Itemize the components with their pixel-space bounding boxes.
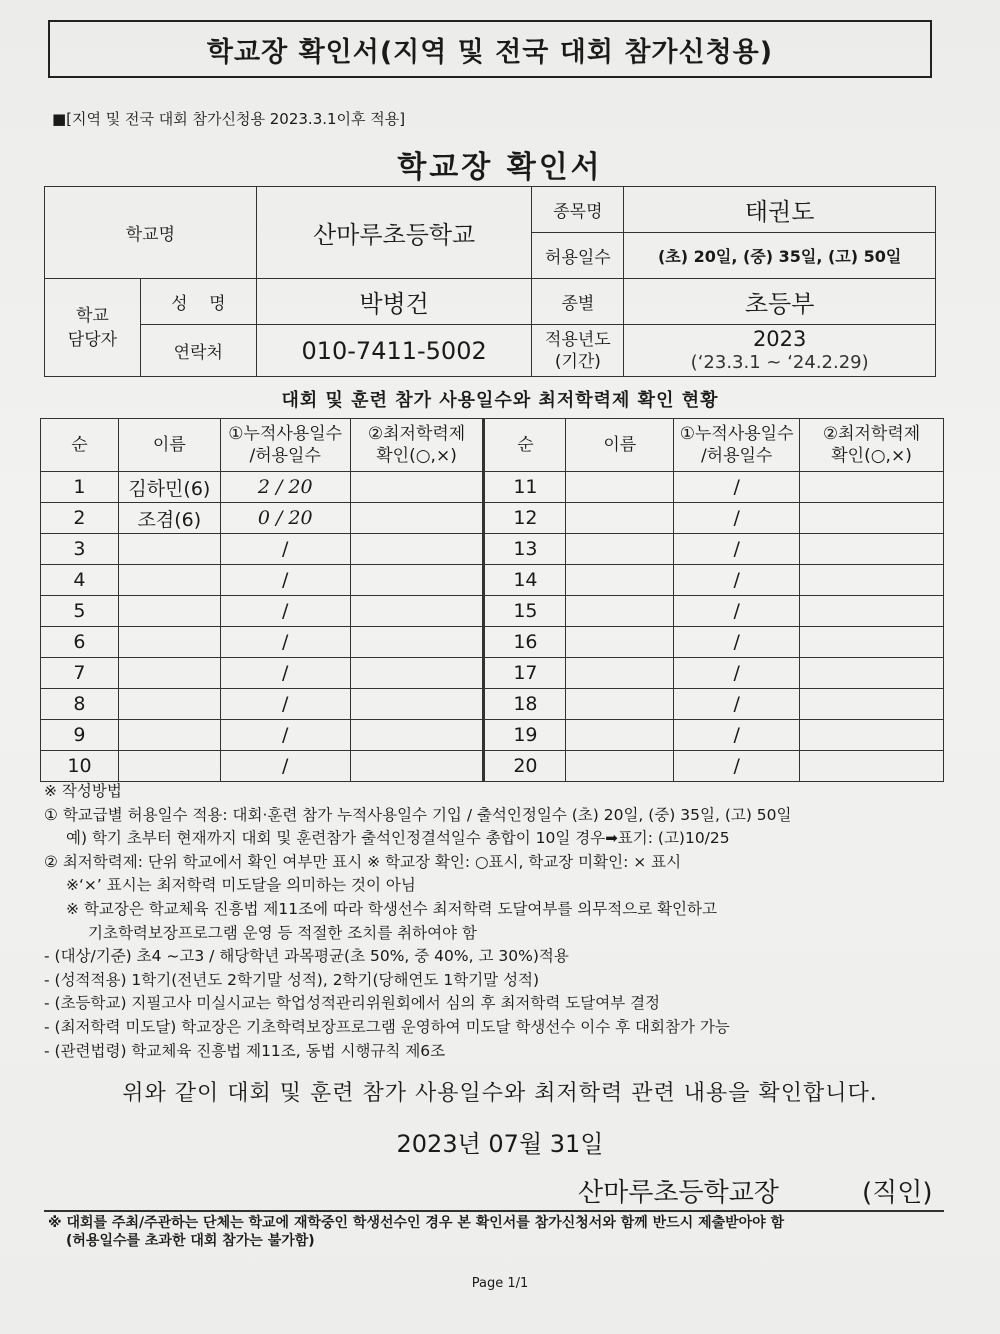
header-name: 이름 xyxy=(566,419,674,472)
row-no: 20 xyxy=(484,751,566,782)
school-info-table xyxy=(44,186,936,377)
row-usage: / xyxy=(220,627,350,658)
row-no: 17 xyxy=(484,658,566,689)
row-no: 10 xyxy=(41,751,119,782)
footnote-line: (허용일수를 초과한 대회 참가는 불가함) xyxy=(66,1233,315,1249)
row-no: 6 xyxy=(41,627,119,658)
sport-label: 종목명 xyxy=(532,187,624,233)
row-no: 1 xyxy=(41,472,119,503)
row-name xyxy=(118,534,220,565)
row-no: 3 xyxy=(41,534,119,565)
applicability-notice: ■[지역 및 전국 대회 참가신청용 2023.3.1이후 적용] xyxy=(52,110,406,128)
row-name xyxy=(118,596,220,627)
header-usage: ①누적사용일수 /허용일수 xyxy=(220,419,350,472)
allowed-days-label: 허용일수 xyxy=(532,233,624,279)
row-name xyxy=(566,503,674,534)
row-name xyxy=(118,720,220,751)
instruction-line: - (초등학교) 지필고사 미실시교는 학업성적관리위원회에서 심의 후 최저학력 도달여부 결정 xyxy=(44,994,661,1013)
row-name xyxy=(566,720,674,751)
row-usage: / xyxy=(220,751,350,782)
row-academic-check xyxy=(800,689,944,720)
row-academic-check xyxy=(350,565,484,596)
row-usage: / xyxy=(674,596,800,627)
row-no: 8 xyxy=(41,689,119,720)
applied-period-value: (‘23.3.1 ~ ‘24.2.29) xyxy=(690,351,869,373)
row-name xyxy=(118,689,220,720)
row-academic-check xyxy=(800,627,944,658)
official-seal-label: (직인) xyxy=(862,1178,933,1208)
applied-year-value: 2023 xyxy=(752,326,807,351)
principal-signature-line: 산마루초등학교장 xyxy=(578,1178,779,1208)
row-no: 15 xyxy=(484,596,566,627)
row-academic-check xyxy=(800,720,944,751)
instruction-line: ① 학교급별 허용일수 적용: 대회·훈련 참가 누적사용일수 기입 / 출석인정일수 (초) 20일, (중) 35일, (고) 50일 xyxy=(44,805,792,824)
table-row xyxy=(41,534,944,565)
school-manager-label: 학교 담당자 xyxy=(45,279,141,377)
instruction-line: - (성적적용) 1학기(전년도 2학기말 성적), 2학기(당해연도 1학기말 성적) xyxy=(44,970,540,989)
table-row xyxy=(41,751,944,782)
school-name-label: 학교명 xyxy=(45,187,257,279)
row-academic-check xyxy=(800,751,944,782)
row-usage: / xyxy=(220,534,350,565)
row-name: 김하민(6) xyxy=(118,472,220,503)
row-usage: / xyxy=(674,751,800,782)
header-academic: ②최저학력제 확인(○,×) xyxy=(350,419,484,472)
row-name xyxy=(566,565,674,596)
row-academic-check xyxy=(350,658,484,689)
row-no: 4 xyxy=(41,565,119,596)
row-name xyxy=(566,627,674,658)
row-no: 7 xyxy=(41,658,119,689)
divider xyxy=(44,1210,944,1212)
row-usage: / xyxy=(220,689,350,720)
instruction-line: - (관련법령) 학교체육 진흥법 제11조, 동법 시행규칙 제6조 xyxy=(44,1041,446,1060)
table-row xyxy=(41,503,944,534)
row-academic-check xyxy=(350,503,484,534)
row-usage: / xyxy=(674,689,800,720)
row-name xyxy=(566,534,674,565)
contact-label: 연락처 xyxy=(140,325,256,377)
header-no: 순 xyxy=(484,419,566,472)
footnote xyxy=(48,1214,948,1250)
instruction-line: - (최저학력 미도달) 학교장은 기초학력보장프로그램 운영하여 미도달 학생선수 이수 후 대회참가 가능 xyxy=(44,1017,730,1036)
row-usage: / xyxy=(674,503,800,534)
row-no: 14 xyxy=(484,565,566,596)
confirmation-statement: 위와 같이 대회 및 훈련 참가 사용일수와 최저학력 관련 내용을 확인합니다. xyxy=(122,1081,878,1106)
table-row xyxy=(41,689,944,720)
instructions-heading: ※ 작성방법 xyxy=(44,782,122,800)
row-no: 12 xyxy=(484,503,566,534)
row-usage: / xyxy=(220,596,350,627)
table-header-row xyxy=(41,419,944,472)
document-title-box: 학교장 확인서(지역 및 전국 대회 참가신청용) xyxy=(48,20,932,78)
row-no: 9 xyxy=(41,720,119,751)
row-usage: 2 / 20 xyxy=(220,472,350,503)
row-no: 2 xyxy=(41,503,119,534)
instruction-line: - (대상/기준) 초4 ~고3 / 해당학년 과목평균(초 50%, 중 40%, 고 30%)적용 xyxy=(44,947,569,966)
allowed-days-value: (초) 20일, (중) 35일, (고) 50일 xyxy=(624,233,936,279)
row-academic-check xyxy=(800,565,944,596)
instruction-example-notation: 표기: (고)10/25 xyxy=(617,829,730,848)
row-no: 13 xyxy=(484,534,566,565)
row-name xyxy=(118,658,220,689)
instructions-section xyxy=(44,780,964,1063)
row-name xyxy=(566,751,674,782)
division-value: 초등부 xyxy=(624,279,936,325)
row-academic-check xyxy=(350,472,484,503)
row-no: 19 xyxy=(484,720,566,751)
row-usage: / xyxy=(674,720,800,751)
row-academic-check xyxy=(800,503,944,534)
table-row xyxy=(41,658,944,689)
row-academic-check xyxy=(800,534,944,565)
row-name xyxy=(118,751,220,782)
row-no: 5 xyxy=(41,596,119,627)
participation-status-table xyxy=(40,418,944,782)
instruction-example-text: 예) 학기 초부터 현재까지 대회 및 훈련참가 출석인정결석일수 총합이 10일 경우 xyxy=(66,829,606,848)
table-row xyxy=(41,720,944,751)
instruction-example xyxy=(44,827,964,851)
row-name xyxy=(118,627,220,658)
table-row xyxy=(41,596,944,627)
row-no: 16 xyxy=(484,627,566,658)
school-name-value: 산마루초등학교 xyxy=(256,187,532,279)
row-academic-check xyxy=(350,627,484,658)
row-no: 11 xyxy=(484,472,566,503)
row-name xyxy=(566,472,674,503)
row-no: 18 xyxy=(484,689,566,720)
main-title: 학교장 확인서 xyxy=(397,150,603,185)
row-name xyxy=(118,565,220,596)
instruction-line: 기초학력보장프로그램 운영 등 적절한 조치를 취하여야 함 xyxy=(88,923,477,942)
row-name xyxy=(566,689,674,720)
division-label: 종별 xyxy=(532,279,624,325)
header-usage: ①누적사용일수 /허용일수 xyxy=(674,419,800,472)
contact-value: 010-7411-5002 xyxy=(256,325,532,377)
row-usage: / xyxy=(674,627,800,658)
footnote-line: ※ 대회를 주최/주관하는 단체는 학교에 재학중인 학생선수인 경우 본 확인서를 참가신청서와 함께 반드시 제출받아야 함 xyxy=(48,1215,785,1231)
instruction-line: ② 최저학력제: 단위 학교에서 확인 여부만 표시 ※ 학교장 확인: ○표시, 학교장 미확인: × 표시 xyxy=(44,852,682,871)
header-no: 순 xyxy=(41,419,119,472)
row-name: 조겸(6) xyxy=(118,503,220,534)
row-academic-check xyxy=(800,472,944,503)
instruction-line: ※‘×’ 표시는 최저학력 미도달을 의미하는 것이 아님 xyxy=(66,876,416,895)
row-academic-check xyxy=(350,534,484,565)
row-academic-check xyxy=(350,596,484,627)
header-academic: ②최저학력제 확인(○,×) xyxy=(800,419,944,472)
row-name xyxy=(566,596,674,627)
row-academic-check xyxy=(350,751,484,782)
row-usage: / xyxy=(674,565,800,596)
row-academic-check xyxy=(800,596,944,627)
sport-value: 태권도 xyxy=(624,187,936,233)
status-table-title: 대회 및 훈련 참가 사용일수와 최저학력제 확인 현황 xyxy=(281,390,719,411)
instruction-line: ※ 학교장은 학교체육 진흥법 제11조에 따라 학생선수 최저학력 도달여부를 의무적으로 확인하고 xyxy=(66,899,717,918)
issue-date: 2023년 07월 31일 xyxy=(396,1130,604,1158)
row-academic-check xyxy=(350,720,484,751)
row-usage: / xyxy=(220,658,350,689)
row-academic-check xyxy=(800,658,944,689)
row-academic-check xyxy=(350,689,484,720)
row-usage: / xyxy=(674,472,800,503)
row-usage: 0 / 20 xyxy=(220,503,350,534)
table-row xyxy=(41,565,944,596)
header-name: 이름 xyxy=(118,419,220,472)
applied-year-label: 적용년도 (기간) xyxy=(532,325,624,377)
row-usage: / xyxy=(220,565,350,596)
table-row xyxy=(41,627,944,658)
row-usage: / xyxy=(674,658,800,689)
manager-name-label: 성 명 xyxy=(140,279,256,325)
row-name xyxy=(566,658,674,689)
manager-name-value: 박병건 xyxy=(256,279,532,325)
row-usage: / xyxy=(674,534,800,565)
arrow-right-icon: ➡ xyxy=(605,829,618,848)
row-usage: / xyxy=(220,720,350,751)
table-row xyxy=(41,472,944,503)
page-number: Page 1/1 xyxy=(471,1276,529,1291)
